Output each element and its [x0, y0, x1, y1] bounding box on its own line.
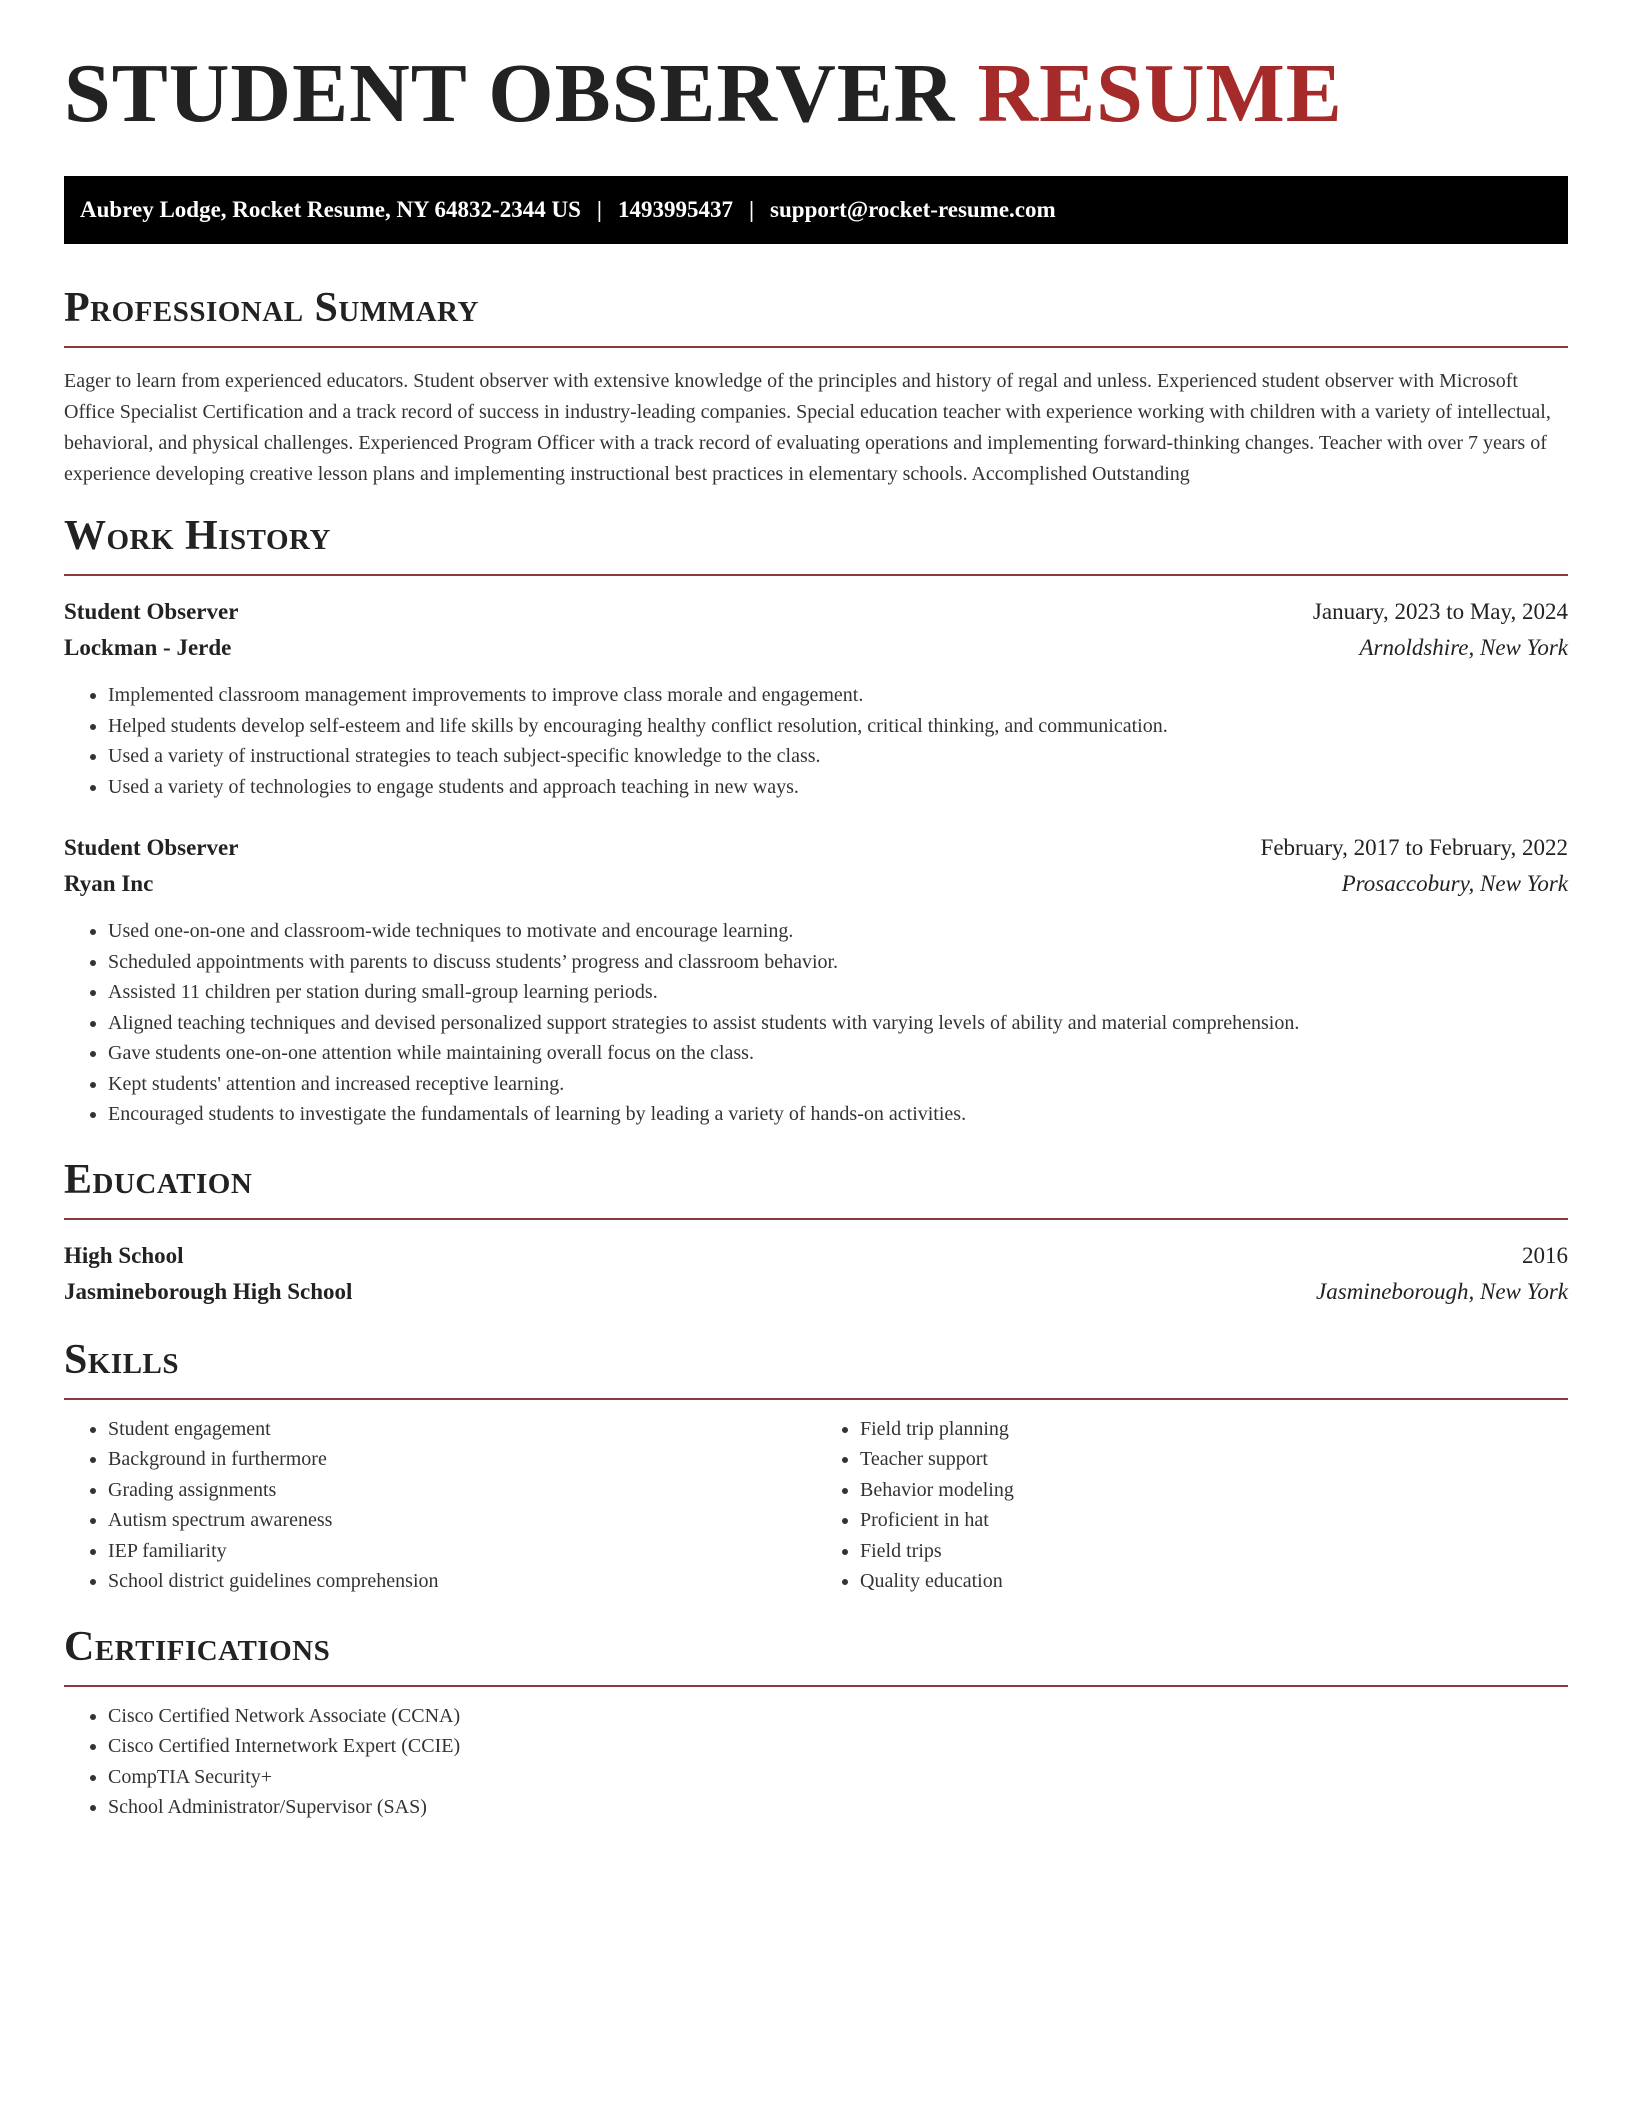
job-bullet: • Aligned teaching techniques and devised personalized support strategies to assist students with varying levels of ability and material comprehension. [108, 1008, 1568, 1039]
section-heading-work-history: Work History [64, 513, 331, 559]
resume-title [64, 0, 1568, 140]
job-bullet: • Scheduled appointments with parents to discuss students’ progress and classroom behavior. [108, 947, 1568, 978]
job-bullet: • Used a variety of instructional strategies to teach subject-specific knowledge to the class. [108, 741, 1568, 772]
job-entry [64, 594, 1568, 802]
certification-item: • Cisco Certified Internetwork Expert (CCIE) [108, 1731, 1568, 1762]
title-primary: STUDENT OBSERVER [64, 47, 956, 140]
education-section [64, 1156, 1568, 1310]
contact-address: Aubrey Lodge, Rocket Resume, NY 64832-2344 US [80, 197, 581, 222]
job-dates: January, 2023 to May, 2024 [1312, 599, 1568, 624]
job-title-row [64, 830, 1568, 866]
job-location: Arnoldshire, New York [1359, 635, 1568, 660]
certification-item: • Cisco Certified Network Associate (CCNA) [108, 1701, 1568, 1732]
education-entry [64, 1238, 1568, 1310]
job-bullet: • Encouraged students to investigate the fundamentals of learning by leading a variety of hands-on activities. [108, 1099, 1568, 1130]
skill-item: • Grading assignments [108, 1475, 816, 1506]
job-bullet: • Used one-on-one and classroom-wide techniques to motivate and encourage learning. [108, 916, 1568, 947]
job-bullet: • Kept students' attention and increased receptive learning. [108, 1069, 1568, 1100]
contact-phone: 1493995437 [617, 197, 733, 222]
skills-columns [64, 1414, 1568, 1597]
job-company: Lockman - Jerde [64, 635, 232, 660]
section-heading-certifications: Certifications [64, 1623, 331, 1670]
skills-list-right [816, 1414, 1568, 1597]
section-divider [64, 1685, 1568, 1687]
job-title: Student Observer [64, 599, 239, 624]
job-company-row [64, 866, 1568, 902]
job-company: Ryan Inc [64, 871, 154, 896]
skill-item: • Field trip planning [860, 1414, 1568, 1445]
education-year: 2016 [1522, 1242, 1568, 1268]
skill-item: • Behavior modeling [860, 1475, 1568, 1506]
section-divider [64, 574, 1568, 576]
education-degree: High School [64, 1242, 184, 1268]
job-entry [64, 830, 1568, 1130]
education-school-row [64, 1274, 1568, 1310]
job-bullet: • Helped students develop self-esteem and life skills by encouraging healthy conflict resolution, critical thinking, and communication. [108, 711, 1568, 742]
summary-section [64, 284, 1568, 490]
section-divider [64, 346, 1568, 348]
section-heading-skills: Skills [64, 1336, 180, 1383]
skills-section [64, 1336, 1568, 1597]
section-divider [64, 1398, 1568, 1400]
education-degree-row [64, 1238, 1568, 1274]
job-title-row [64, 594, 1568, 630]
skill-item: • Teacher support [860, 1444, 1568, 1475]
skill-item: • IEP familiarity [108, 1536, 816, 1567]
job-company-row [64, 630, 1568, 666]
education-location: Jasmineborough, New York [1316, 1278, 1568, 1304]
skill-item: • Student engagement [108, 1414, 816, 1445]
skill-item: • Quality education [860, 1566, 1568, 1597]
job-dates: February, 2017 to February, 2022 [1260, 835, 1568, 860]
contact-bar [64, 176, 1568, 244]
title-accent: RESUME [977, 47, 1343, 140]
certification-item: • School Administrator/Supervisor (SAS) [108, 1792, 1568, 1823]
certification-item: • CompTIA Security+ [108, 1762, 1568, 1793]
certifications-section [64, 1623, 1568, 1823]
skill-item: • Proficient in hat [860, 1505, 1568, 1536]
contact-email: support@rocket-resume.com [770, 197, 1056, 222]
section-divider [64, 1218, 1568, 1220]
job-bullet: • Used a variety of technologies to engage students and approach teaching in new ways. [108, 772, 1568, 803]
skills-list-left [64, 1414, 816, 1597]
job-title: Student Observer [64, 835, 239, 860]
job-location: Prosaccobury, New York [1341, 871, 1568, 896]
contact-separator: | [748, 197, 755, 222]
certifications-list [64, 1701, 1568, 1823]
section-heading-summary: Professional Summary [64, 285, 479, 331]
section-heading-education: Education [64, 1156, 253, 1203]
job-bullet: • Gave students one-on-one attention while maintaining overall focus on the class. [108, 1038, 1568, 1069]
skill-item: • Background in furthermore [108, 1444, 816, 1475]
skill-item: • School district guidelines comprehension [108, 1566, 816, 1597]
skill-item: • Field trips [860, 1536, 1568, 1567]
contact-separator: | [596, 197, 602, 222]
work-history-section [64, 512, 1568, 1130]
education-school: Jasmineborough High School [64, 1278, 353, 1304]
summary-text: Eager to learn from experienced educators. Student observer with extensive knowledge of the principles and history of regal and unless. Experienced student observer with Microsoft Office Specialist Certification and a track record of success in industry-leading companies. Special education teacher with experience working with children with a variety of intellectual, behavioral, and physical challenges. Experienced Program Officer with a track record of evaluating operations and implementing forward-thinking changes. Teacher with over 7 years of experience developing creative lesson plans and implementing instructional best practices in elementary schools. Accomplished Outstanding [64, 370, 1551, 485]
job-bullets [64, 680, 1568, 802]
job-bullet: • Implemented classroom management improvements to improve class morale and engagement. [108, 680, 1568, 711]
job-bullet: • Assisted 11 children per station during small-group learning periods. [108, 977, 1568, 1008]
skill-item: • Autism spectrum awareness [108, 1505, 816, 1536]
job-bullets [64, 916, 1568, 1130]
